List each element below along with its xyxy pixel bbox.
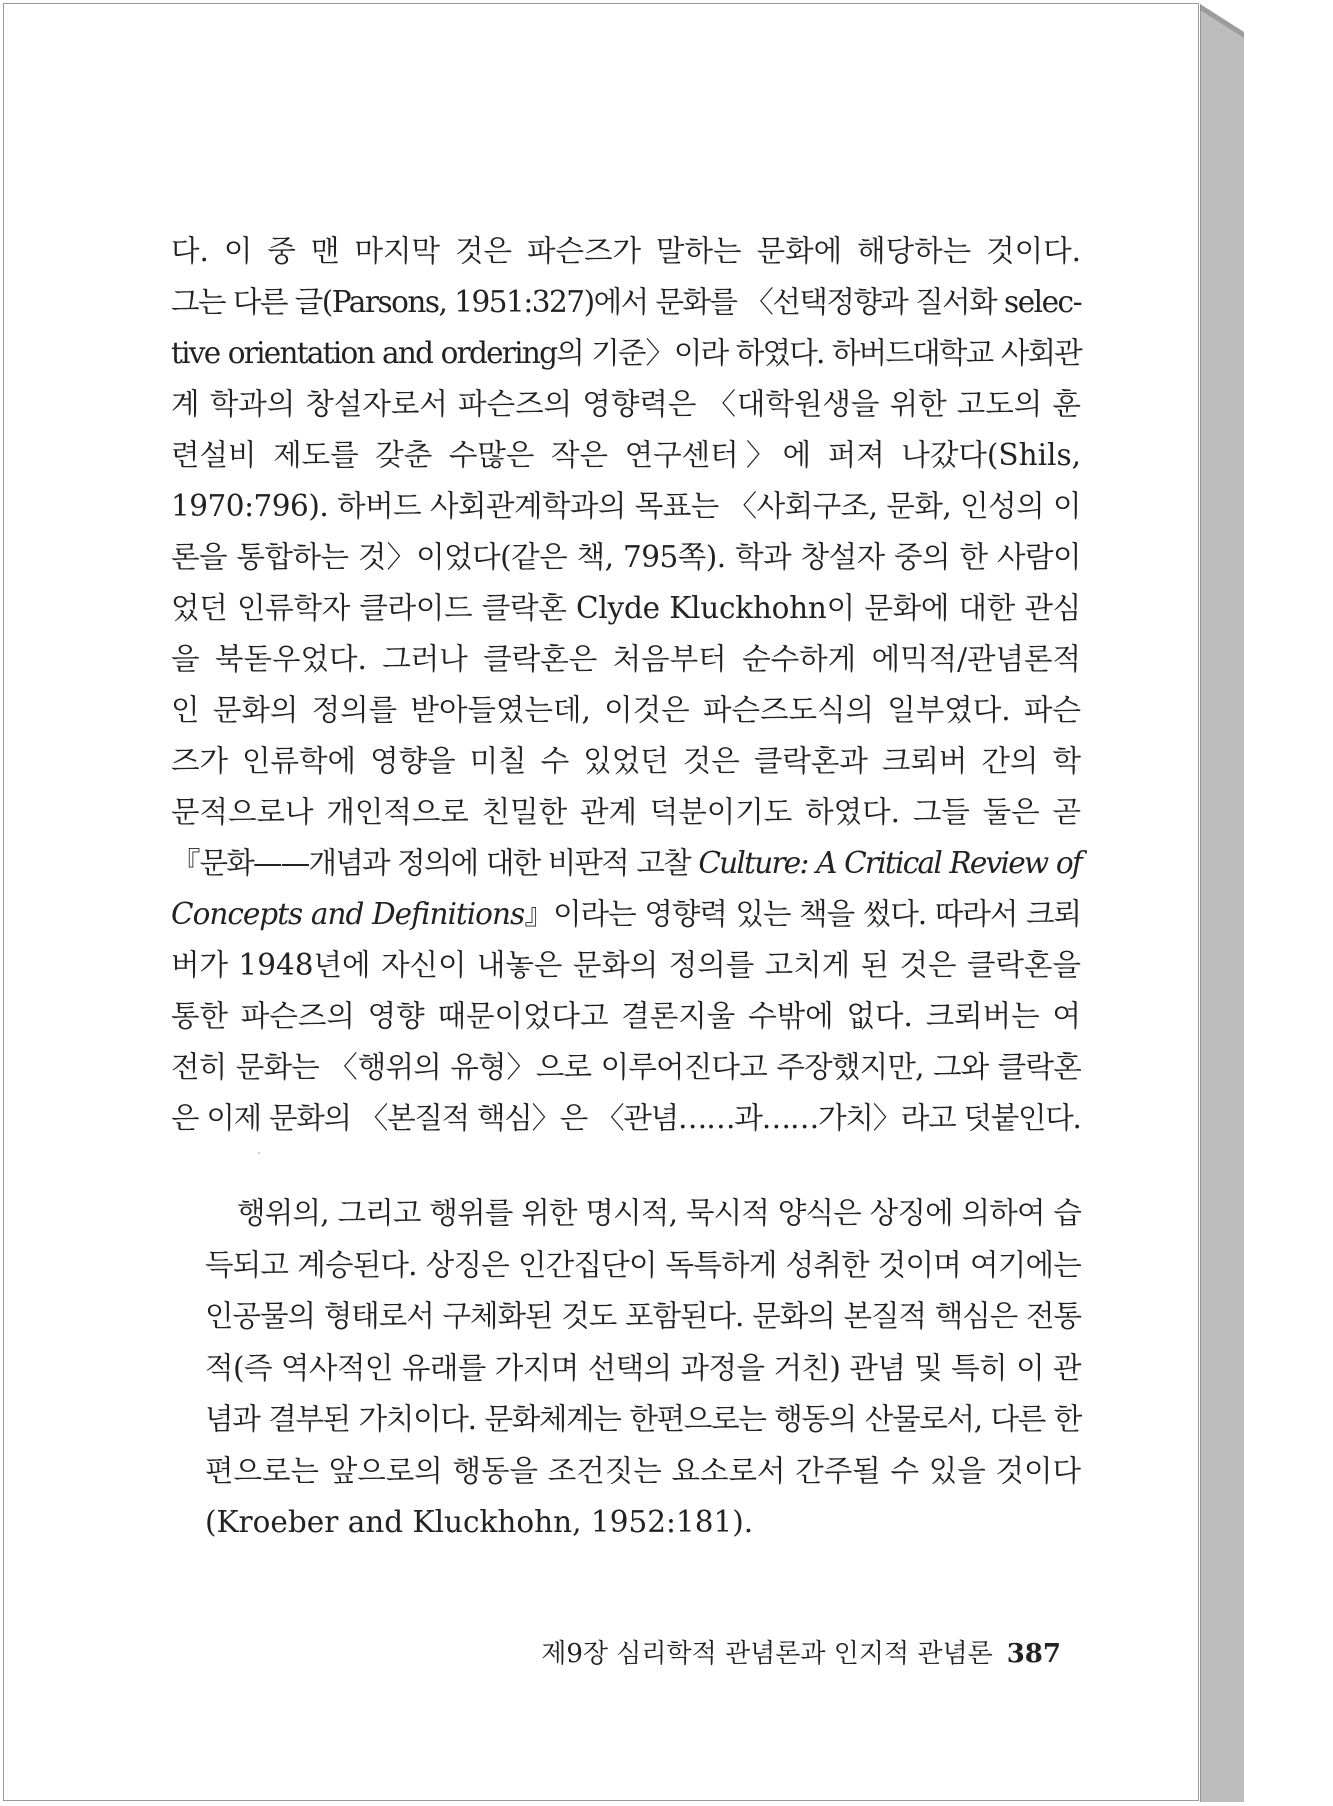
quote-citation: (Kroeber and Kluckhohn, 1952:181). xyxy=(205,1505,754,1539)
page-footer xyxy=(541,1633,1061,1670)
quote-line-text: 행위의, 그리고 행위를 위한 명시적, 묵시적 양식은 상징에 의하여 습 xyxy=(237,1196,1082,1230)
main-line: 다. 이 중 맨 마지막 것은 파슨즈가 말하는 문화에 해당하는 것이다. xyxy=(171,234,1081,268)
main-line: 즈가 인류학에 영향을 미칠 수 있었던 것은 클락혼과 크뢰버 간의 학 xyxy=(171,744,1081,778)
main-line: 론을 통합하는 것〉이었다(같은 책, 795쪽). 학과 창설자 중의 한 사람이 xyxy=(171,540,1081,574)
quote-line: 적(즉 역사적인 유래를 가지며 선택의 과정을 거친) 관념 및 특히 이 관 xyxy=(205,1350,1081,1385)
main-line: 그는 다른 글(Parsons, 1951:327)에서 문화를 〈선택정향과 질서화 selec- xyxy=(171,285,1082,319)
book-title-korean: 『문화——개념과 정의에 대한 비판적 고찰 xyxy=(171,846,699,880)
main-line-book-title-cont xyxy=(171,889,1081,940)
main-line: tive orientation and ordering의 기준〉이라 하였다. 하버드대학교 사회관 xyxy=(171,336,1081,370)
running-chapter-title: 제9장 심리학적 관념론과 인지적 관념론 xyxy=(541,1639,993,1669)
main-paragraph xyxy=(171,226,1081,1144)
page-number: 387 xyxy=(1006,1639,1061,1669)
quote-line: 인공물의 형태로서 구체화된 것도 포함된다. 문화의 본질적 핵심은 전통 xyxy=(205,1299,1081,1333)
main-line-text: 』이라는 영향력 있는 책을 썼다. 따라서 크뢰 xyxy=(524,897,1082,931)
quote-line-first xyxy=(205,1188,1081,1240)
main-line: 었던 인류학자 클라이드 클락혼 Clyde Kluckhohn이 문화에 대한 관심 xyxy=(171,591,1081,625)
main-line-book-title xyxy=(171,838,1081,889)
main-line: 통한 파슨즈의 영향 때문이었다고 결론지울 수밖에 없다. 크뢰버는 여 xyxy=(171,999,1081,1033)
main-line: 을 북돋우었다. 그러나 클락혼은 처음부터 순수하게 에믹적/관념론적 xyxy=(171,642,1081,676)
page-edge-shadow xyxy=(1200,4,1244,1802)
main-line: 인 문화의 정의를 받아들였는데, 이것은 파슨즈도식의 일부였다. 파슨 xyxy=(171,693,1081,727)
main-line: 버가 1948년에 자신이 내놓은 문화의 정의를 고치게 된 것은 클락혼을 xyxy=(171,948,1081,982)
main-line: 전히 문화는 〈행위의 유형〉으로 이루어진다고 주장했지만, 그와 클락혼 xyxy=(171,1050,1081,1084)
block-quote xyxy=(205,1188,1081,1549)
main-line: 문적으로나 개인적으로 친밀한 관계 덕분이기도 하였다. 그들 둘은 곧 xyxy=(171,795,1081,829)
quote-line: 편으로는 앞으로의 행동을 조건짓는 요소로서 간주될 수 있을 것이다 xyxy=(205,1453,1081,1488)
quote-line: 념과 결부된 가치이다. 문화체계는 한편으로는 행동의 산물로서, 다른 한 xyxy=(205,1402,1081,1436)
main-line: 련설비 제도를 갖춘 수많은 작은 연구센터〉에 퍼져 나갔다(Shils, xyxy=(171,438,1081,472)
book-title-english-cont: Concepts and Definitions xyxy=(171,897,525,931)
main-line: 계 학과의 창설자로서 파슨즈의 영향력은 〈대학원생을 위한 고도의 훈 xyxy=(171,387,1081,421)
main-line: 1970:796). 하버드 사회관계학과의 목표는 〈사회구조, 문화, 인성의 이 xyxy=(171,489,1082,523)
main-line: 은 이제 문화의 〈본질적 핵심〉은 〈관념……과……가치〉라고 덧붙인다. xyxy=(171,1101,1081,1135)
print-speck xyxy=(258,1152,260,1154)
book-title-english: Culture: A Critical Review of xyxy=(698,846,1081,880)
quote-line: 득되고 계승된다. 상징은 인간집단이 독특하게 성취한 것이며 여기에는 xyxy=(205,1247,1081,1282)
